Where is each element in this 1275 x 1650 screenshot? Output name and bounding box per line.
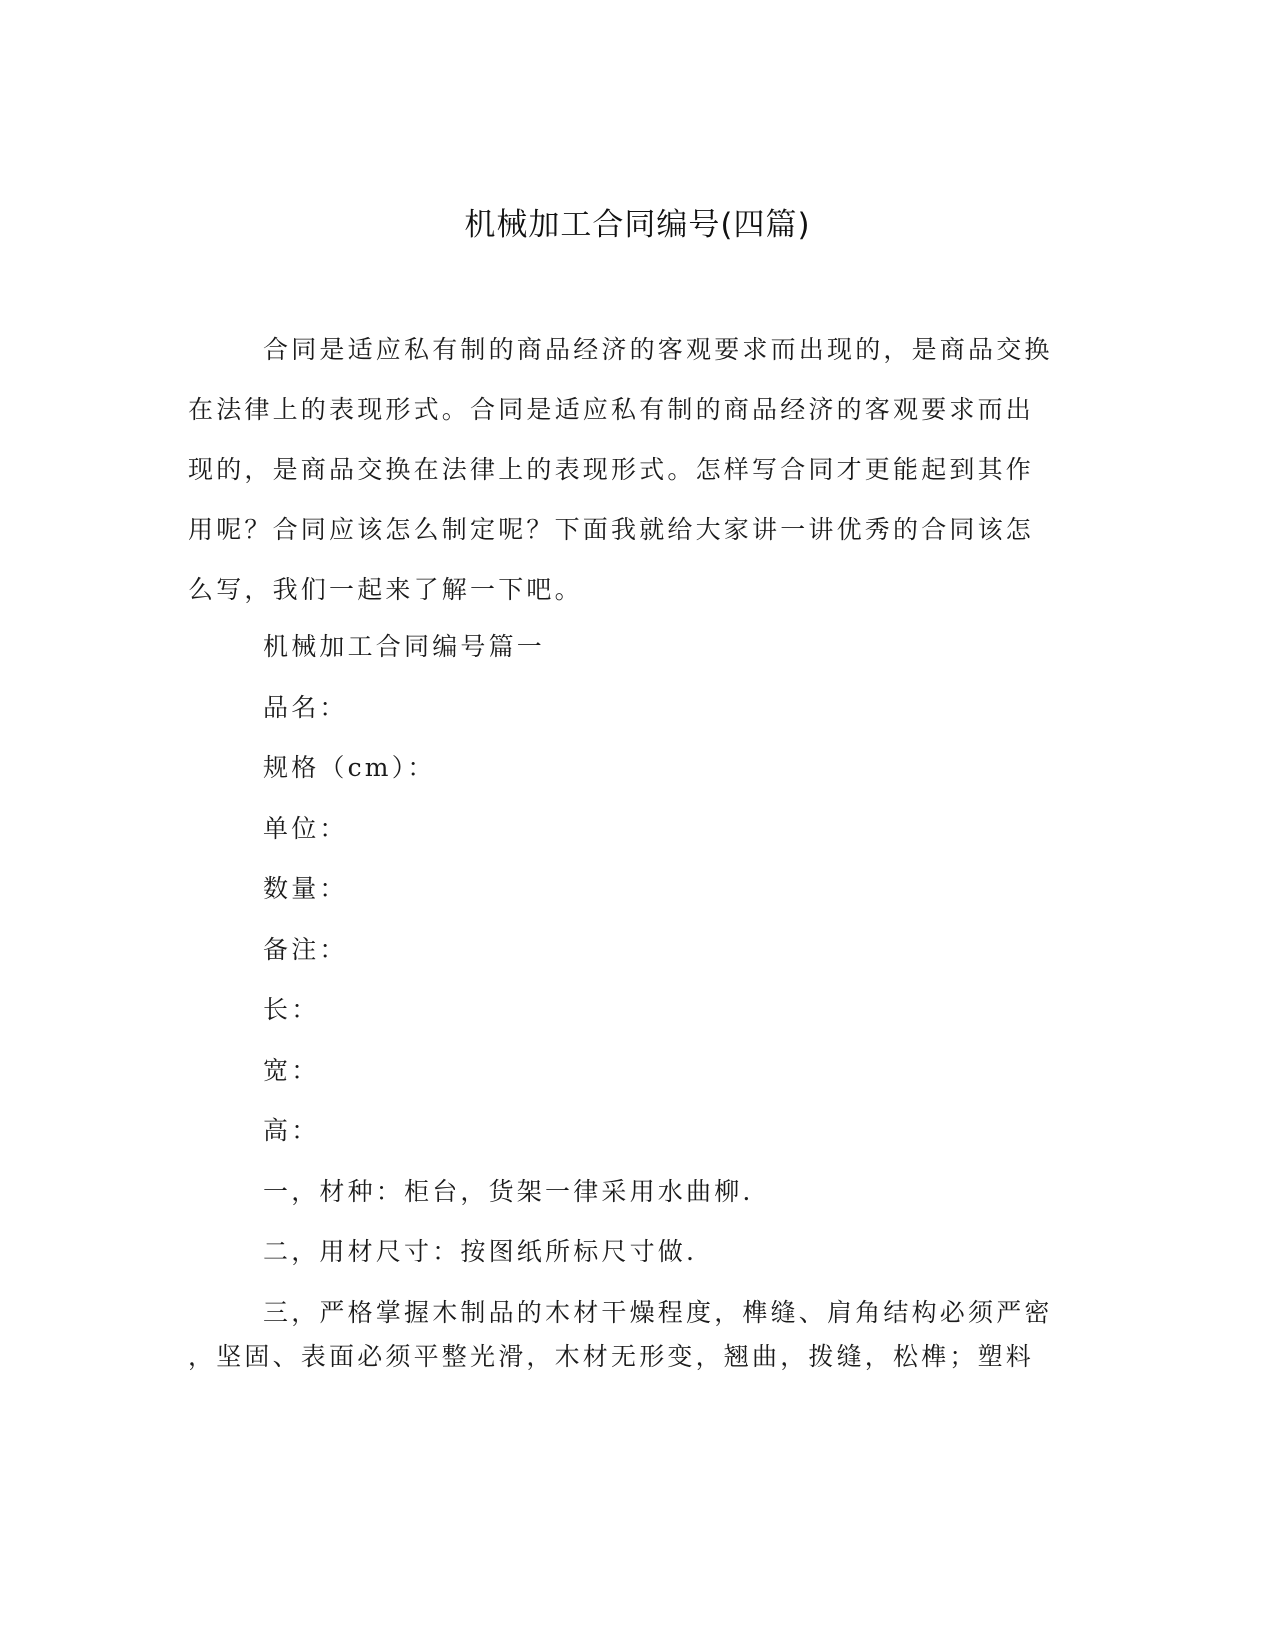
field-width: 宽：	[263, 1055, 320, 1085]
intro-line: 用呢？合同应该怎么制定呢？下面我就给大家讲一讲优秀的合同该怎	[188, 515, 1035, 544]
intro-line: 合同是适应私有制的商品经济的客观要求而出现的，是商品交换	[263, 335, 1053, 364]
field-product-name: 品名：	[263, 692, 348, 722]
intro-line: 现的，是商品交换在法律上的表现形式。怎样写合同才更能起到其作	[188, 455, 1035, 484]
field-spec: 规格（cm）：	[263, 753, 436, 782]
clause-3-continuation: ，坚固、表面必须平整光滑，木材无形变，翘曲，拨缝，松榫；塑料	[188, 1342, 1035, 1371]
section-heading: 机械加工合同编号篇一	[263, 632, 546, 661]
intro-line: 在法律上的表现形式。合同是适应私有制的商品经济的客观要求而出	[188, 395, 1035, 424]
intro-line: 么写，我们一起来了解一下吧。	[188, 575, 583, 604]
document-title: 机械加工合同编号(四篇)	[464, 207, 811, 243]
clause-3: 三，严格掌握木制品的木材干燥程度，榫缝、肩角结构必须严密	[263, 1297, 1053, 1327]
intro-paragraph	[188, 320, 1088, 620]
field-height: 高：	[263, 1116, 320, 1145]
field-quantity: 数量：	[263, 874, 348, 903]
clause-2: 二，用材尺寸：按图纸所标尺寸做.	[263, 1237, 698, 1266]
clause-1: 一，材种：柜台，货架一律采用水曲柳.	[263, 1176, 754, 1206]
field-unit: 单位：	[263, 813, 348, 843]
field-length: 长：	[263, 995, 320, 1024]
field-remarks: 备注：	[263, 934, 348, 964]
contract-body	[263, 617, 1093, 1343]
